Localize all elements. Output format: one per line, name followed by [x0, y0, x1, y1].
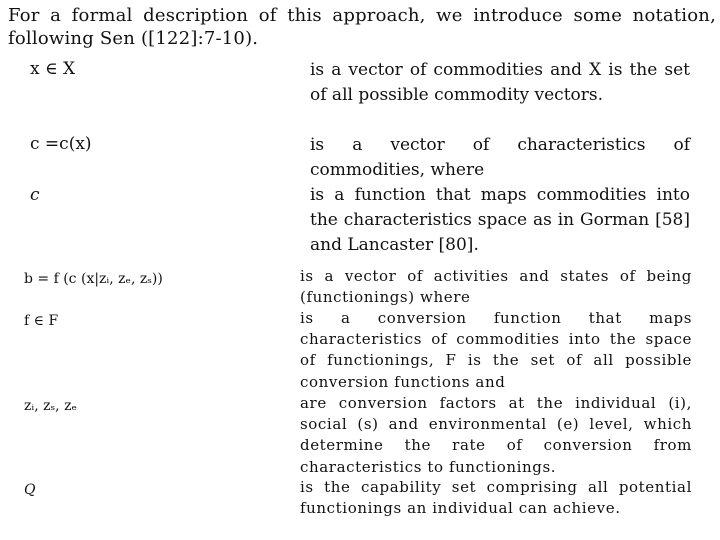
intro-paragraph: For a formal description of this approach, we introduce some notation, following Sen ([122]:7-10). — [8, 5, 716, 49]
term-conversion-function: f ∈ F — [24, 313, 59, 329]
desc-conversion-function: is a conversion function that maps characteristics of commodities into the space of functionings, F is the set of all possible conversion functions and — [300, 309, 692, 391]
term-characteristics-function: c — [30, 185, 40, 205]
term-commodity-vector: x ∈ X — [30, 59, 76, 79]
term-conversion-factors: zᵢ, zₛ, zₑ — [24, 398, 77, 414]
desc-functionings-vector: is a vector of activities and states of being (functionings) where — [300, 267, 692, 307]
desc-capability-set: is the capability set comprising all potential functionings an individual can achieve. — [300, 478, 692, 518]
desc-characteristics-vector: is a vector of characteristics of commodities, where — [310, 135, 690, 180]
term-functionings-vector: b = f (c (x|zᵢ, zₑ, zₛ)) — [24, 271, 163, 287]
desc-commodity-vector: is a vector of commodities and X is the set of all possible commodity vectors. — [310, 60, 690, 105]
term-characteristics-vector: c =c(x) — [30, 134, 92, 154]
term-capability-set: Q — [24, 482, 36, 498]
desc-conversion-factors: are conversion factors at the individual (i), social (s) and environmental (e) level, which determine the rate of conversion from characteristics to functionings. — [300, 394, 692, 476]
desc-characteristics-function: is a function that maps commodities into the characteristics space as in Gorman [58] and Lancaster [80]. — [310, 185, 690, 255]
